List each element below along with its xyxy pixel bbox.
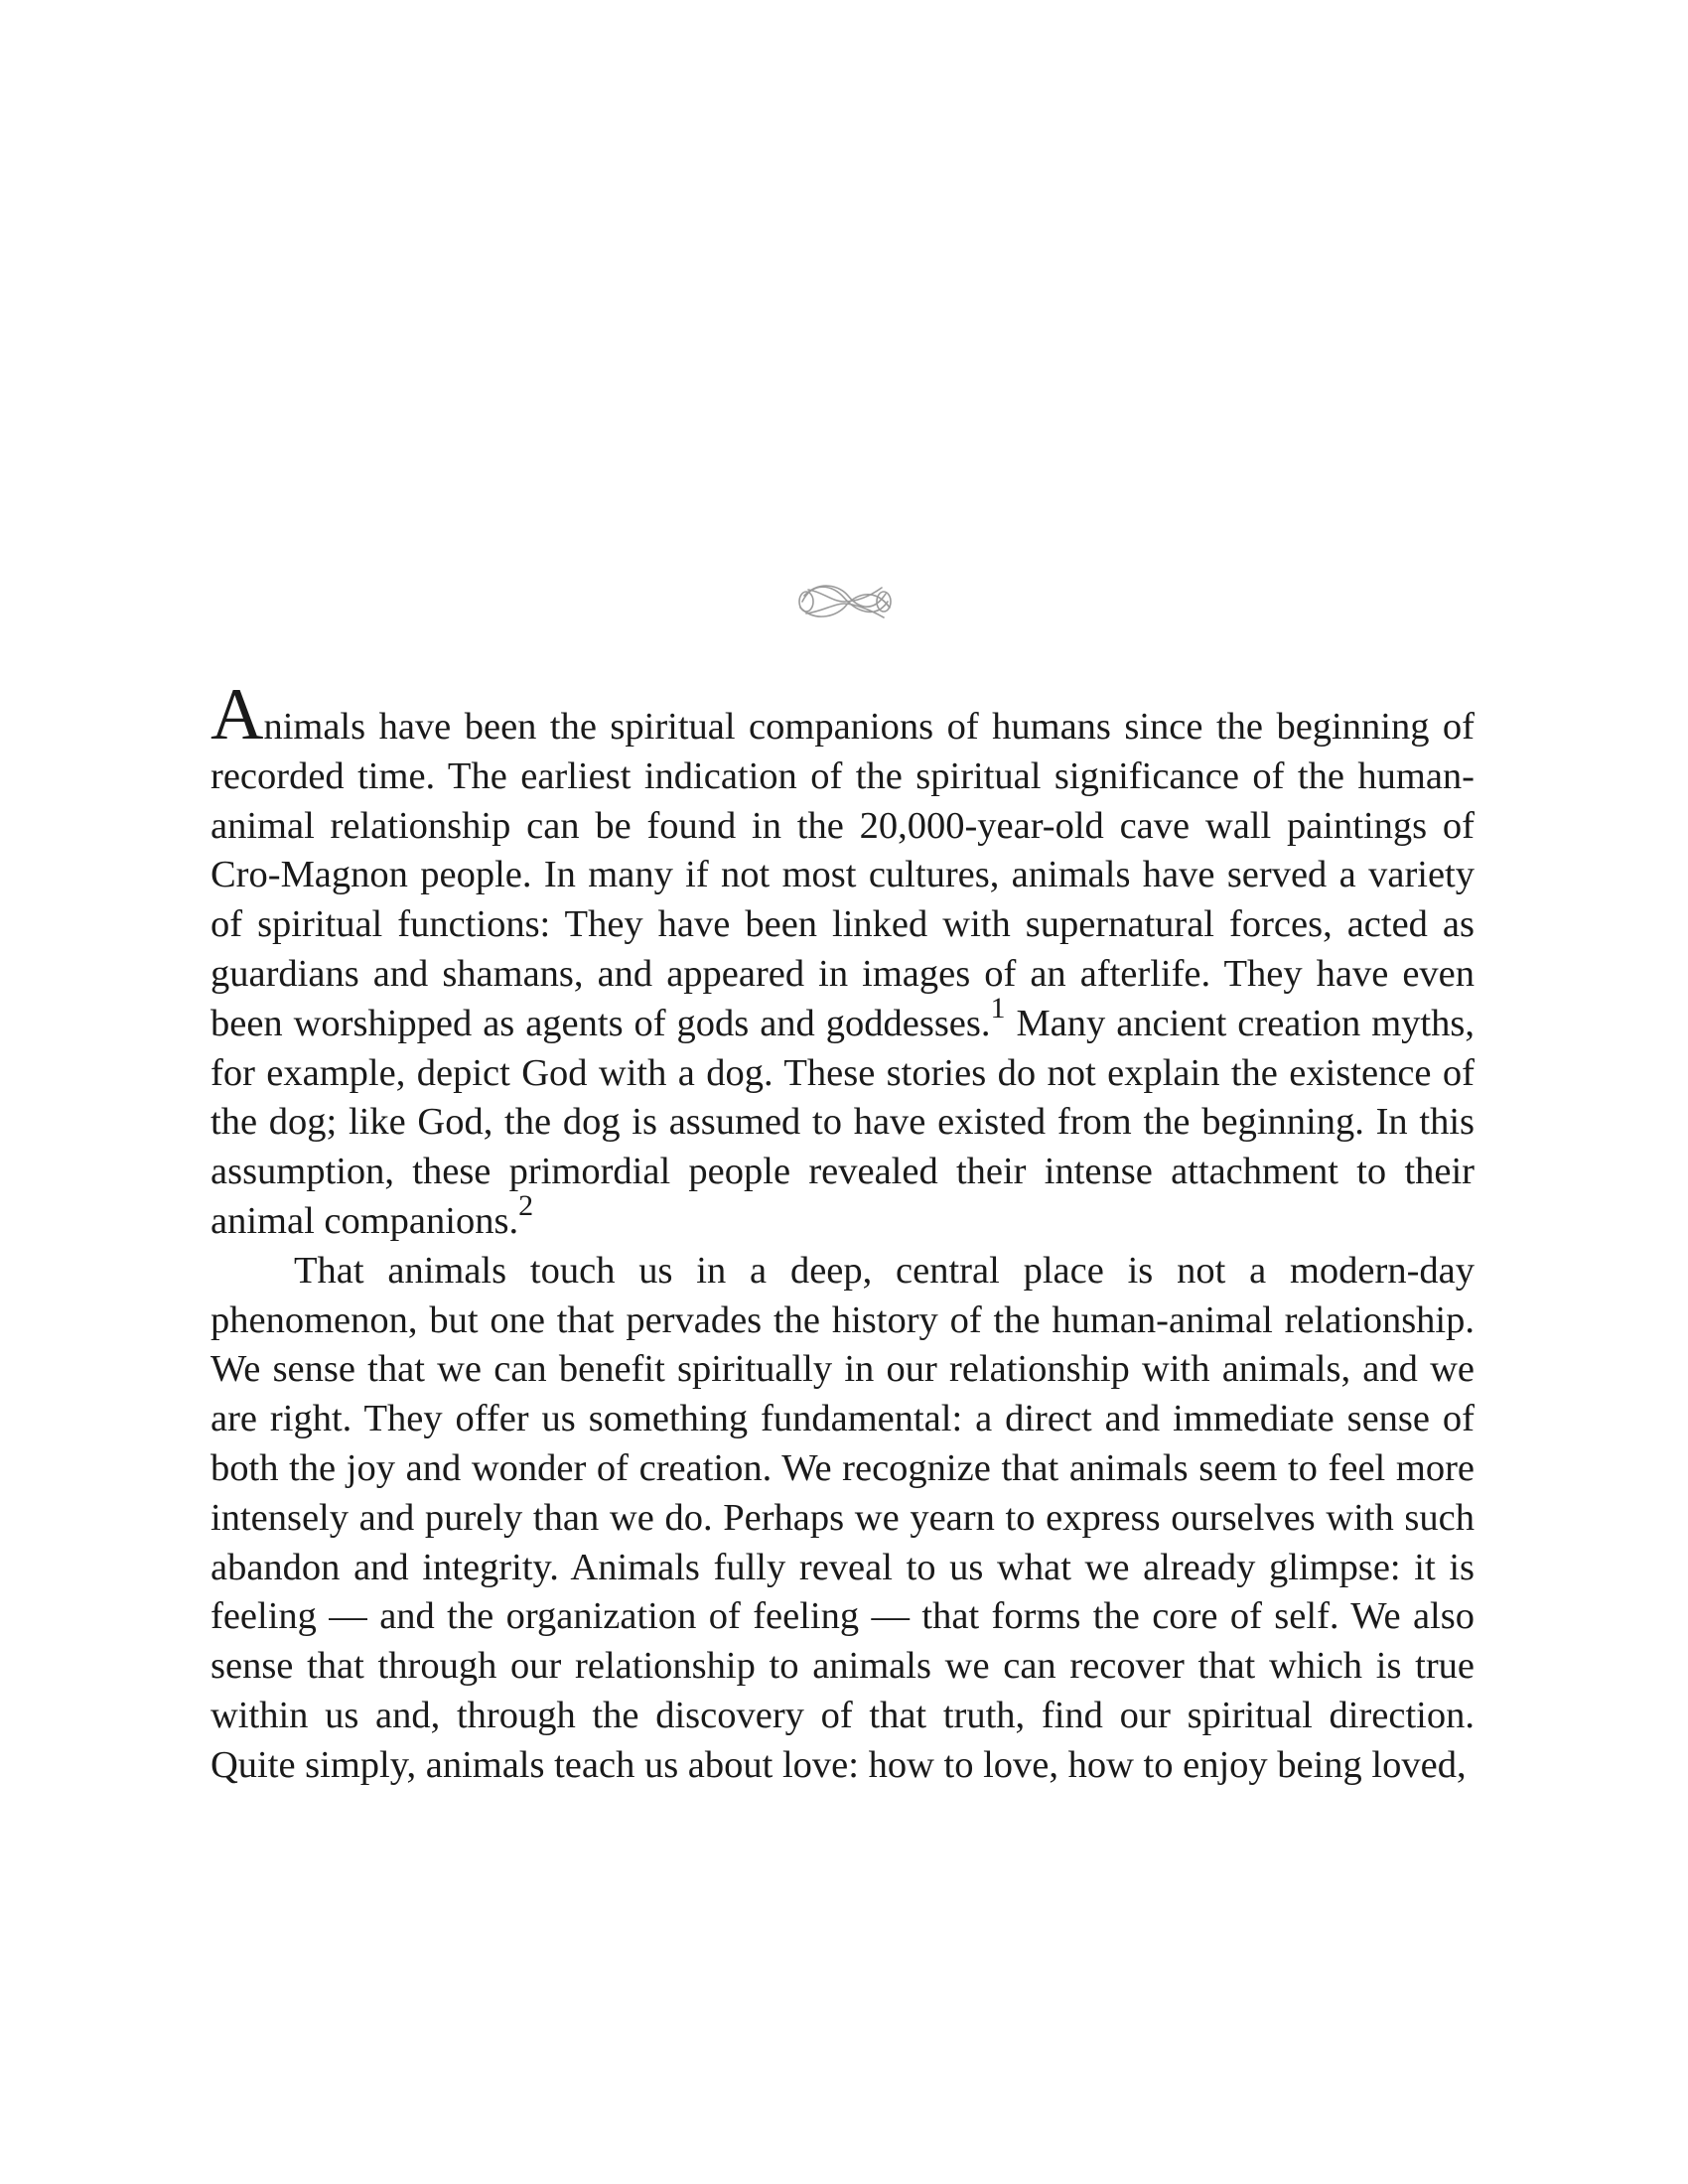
paragraph-1-text-b: Many ancient creation myths, for example, depict God with a dog. These stories do not explain the existence of the dog; like God, the dog is assumed to have existed from the beginning. In this assumption, these primordial people revealed their intense attachment to their animal companions. [211,1002,1475,1242]
paragraph-1-text-a: nimals have been the spiritual companions of humans since the beginning of recorded time. The earliest indication of the spiritual significance of the human-animal relationship can be found in the 20,000-year-old cave wall paintings of Cro-Magnon people. In many if not most cultures, animals have served a variety of spiritual functions: They have been linked with supernatural forces, acted as guardians and shamans, and appeared in images of an afterlife. They have even been worshipped as agents of gods and goddesses. [211,706,1475,1044]
body-text [211,674,1475,1791]
flourish-ornament-icon [792,572,896,631]
drop-cap: A [211,674,264,755]
paragraph-1 [211,674,1475,1247]
footnote-ref-2[interactable]: 2 [518,1188,534,1222]
paragraph-2: That animals touch us in a deep, central place is not a modern-day phenomenon, but one that pervades the history of the human-animal relationship. We sense that we can benefit spiritually in our relationship with animals, and we are right. They offer us something fundamental: a direct and immediate sense of both the joy and wonder of creation. We recognize that animals seem to feel more intensely and purely than we do. Perhaps we yearn to express ourselves with such abandon and integrity. Animals fully reveal to us what we already glimpse: it is feeling — and the organization of feeling — that forms the core of self. We also sense that through our relationship to animals we can recover that which is true within us and, through the discovery of that truth, find our spiritual direction. Quite simply, animals teach us about love: how to love, how to enjoy being loved, [211,1249,1475,1786]
footnote-ref-1[interactable]: 1 [990,991,1006,1024]
